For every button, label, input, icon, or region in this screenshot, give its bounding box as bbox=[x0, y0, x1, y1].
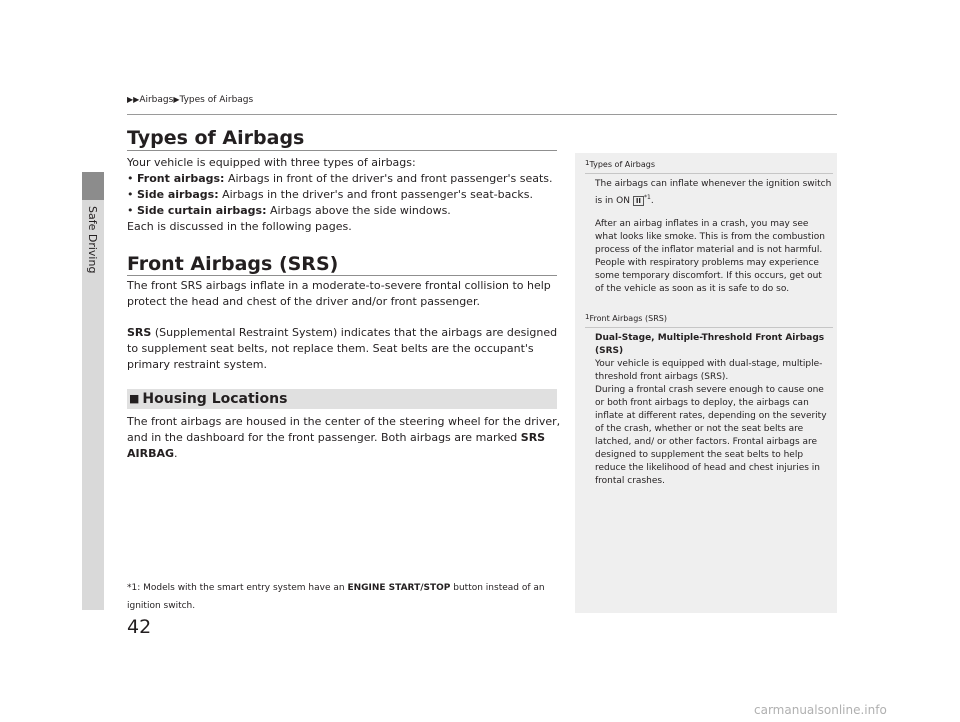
page-number: 42 bbox=[127, 616, 152, 638]
ignition-position-ii-icon: II bbox=[633, 196, 644, 206]
bullet-front: • Front airbags: Airbags in front of the driver's and front passenger's seats. bbox=[127, 172, 553, 185]
note-rule bbox=[585, 173, 833, 174]
front-airbags-para2: SRS (Supplemental Restraint System) indicates that the airbags are designed to supplement seat belts, not replace them. Seat belts are the occupant's primary restraint system. bbox=[127, 326, 558, 371]
section-title-types: Types of Airbags bbox=[127, 127, 305, 149]
section-rule bbox=[127, 150, 557, 151]
bullet-term: Side airbags: bbox=[137, 188, 219, 201]
watermark: carmanualsonline.info bbox=[754, 703, 887, 717]
types-intro: Your vehicle is equipped with three types of airbags: bbox=[127, 156, 416, 169]
breadcrumb-item-types[interactable]: Types of Airbags bbox=[179, 95, 254, 105]
note-text: Your vehicle is equipped with dual-stage, multiple-threshold front airbags (SRS). bbox=[595, 359, 823, 382]
note-reference[interactable]: 1Types of Airbags bbox=[585, 159, 656, 169]
note-types-of-airbags bbox=[585, 157, 833, 296]
square-bullet-icon: ■ bbox=[129, 392, 140, 405]
note-text: The airbags can inflate whenever the ignition switch is in ON II $^{*1}$. bbox=[595, 179, 832, 206]
footnote: *1: Models with the smart entry system have an ENGINE START/STOP button instead of an ignition switch. bbox=[127, 583, 545, 611]
note-front-airbags bbox=[585, 311, 833, 488]
types-outro: Each is discussed in the following pages. bbox=[127, 220, 352, 233]
note-reference[interactable]: 1Front Airbags (SRS) bbox=[585, 313, 667, 323]
header-rule bbox=[127, 114, 837, 115]
bullet-term: Side curtain airbags: bbox=[137, 204, 267, 217]
arrow-right-icon: ▶▶ bbox=[127, 95, 140, 104]
note-text: During a frontal crash severe enough to cause one or both front airbags to deploy, the airbags can inflate at different rates, depending on the severity of the crash, whether or not the seat belts are latched, and/ or other factors. Frontal airbags are designed to supplement the seat belts to help reduce the likelihood of head and chest injuries in frontal crashes. bbox=[595, 385, 827, 486]
note-heading: Dual-Stage, Multiple-Threshold Front Airbags (SRS) bbox=[595, 333, 825, 356]
bullet-term: Front airbags: bbox=[137, 172, 225, 185]
arrow-right-icon: ▶ bbox=[173, 95, 180, 104]
section-title-front-airbags: Front Airbags (SRS) bbox=[127, 253, 339, 275]
bullet-curtain: • Side curtain airbags: Airbags above the side windows. bbox=[127, 204, 451, 217]
types-body bbox=[127, 155, 561, 235]
note-rule bbox=[585, 327, 833, 328]
front-airbags-para1: The front SRS airbags inflate in a moderate-to-severe frontal collision to help protect the head and chest of the driver and/or front passenger. bbox=[127, 279, 551, 308]
section-rule bbox=[127, 275, 557, 276]
breadcrumb-item-airbags[interactable]: Airbags bbox=[139, 95, 174, 105]
side-tab-label: Safe Driving bbox=[86, 206, 99, 274]
note-text: After an airbag inflates in a crash, you may see what looks like smoke. This is from the combustion process of the inflator material and is not harmful. People with respiratory problems may experience some temporary discomfort. If this occurs, get out of the vehicle as soon as it is safe to do so. bbox=[595, 219, 825, 294]
bullet-side: • Side airbags: Airbags in the driver's and front passenger's seat-backs. bbox=[127, 188, 534, 201]
side-tab-marker bbox=[82, 172, 104, 200]
breadcrumb bbox=[127, 95, 253, 105]
subheading-housing: ■ Housing Locations bbox=[127, 389, 557, 409]
front-airbags-para3: The front airbags are housed in the center of the steering wheel for the driver, and in the dashboard for the front passenger. Both airbags are marked SRS AIRBAG. bbox=[127, 415, 561, 460]
